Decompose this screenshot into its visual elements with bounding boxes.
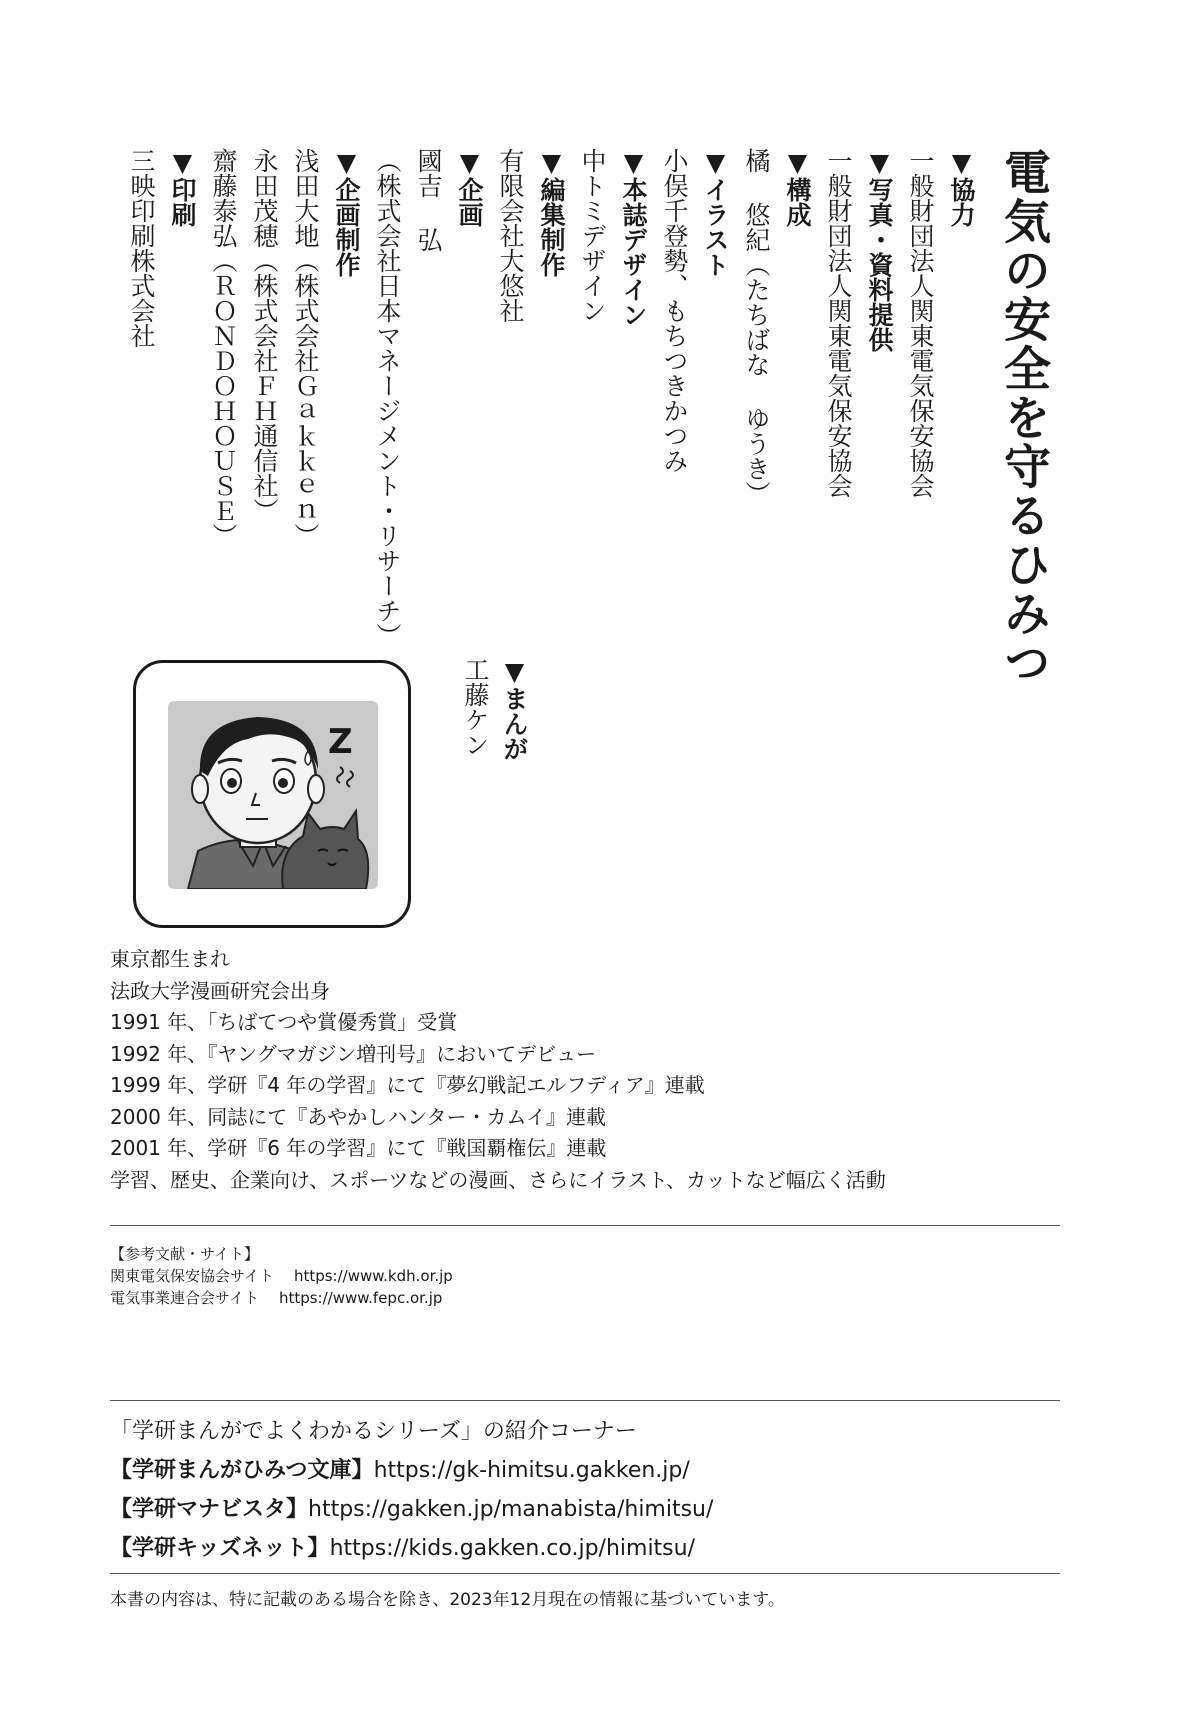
bio-line: 2001 年、学研『6 年の学習』にて『戦国覇権伝』連載 [110,1136,607,1160]
credit-heading: ▼写真・資料提供 [865,148,894,352]
series-link [110,1451,713,1490]
series-links [110,1412,713,1568]
series-link-label: 【学研まんがひみつ文庫】 [110,1458,374,1483]
credit-heading: ▼編集制作 [537,148,566,277]
bio-line: 2000 年、同誌にて『あやかしハンター・カムイ』連載 [110,1104,607,1129]
artist-portrait-frame [133,660,411,928]
credits-section [113,148,974,668]
series-link [110,1529,713,1568]
series-link-url[interactable]: https://kids.gakken.co.jp/himitsu/ [329,1536,696,1561]
bio-line: 1991 年、「ちばてつや賞優秀賞」受賞 [110,1010,458,1034]
series-link-label: 【学研マナビスタ】 [110,1497,309,1522]
page-title: 電気の安全を守るひみつ [996,148,1051,687]
divider [110,1400,1060,1401]
bio-line: 1992 年、『ヤングマガジン増刊号』においてデビュー [110,1041,597,1066]
reference-item [110,1265,453,1287]
credit-heading: ▼本誌デザイン [619,148,648,327]
artist-portrait [168,701,378,889]
bio-line: 1999 年、学研『4 年の学習』にて『夢幻戦記エルフディア』連載 [110,1073,705,1097]
reference-label: 関東電気保安協会サイト [110,1267,274,1285]
artist-bio [110,944,886,1196]
credit-illust [662,148,728,668]
credit-design [580,148,646,668]
credit-line: 小俣千登勢、もちつきかつみ [660,148,689,473]
credit-heading: ▼印刷 [168,148,197,227]
credit-line: 國吉 弘 [414,148,443,252]
credit-line: 永田茂穂（株式会社ＦＨ通信社） [250,148,279,523]
manga-heading: ▼まんが [500,657,529,761]
reference-label: 電気事業連合会サイト [110,1289,259,1307]
credit-insatsu [129,148,195,668]
credit-photo [826,148,892,668]
series-link-url[interactable]: https://gakken.jp/manabista/himitsu/ [308,1497,714,1522]
credit-line: 橘 悠紀（たちばな ゆうき） [742,148,771,506]
references-heading: 【参考文献・サイト】 [110,1245,259,1263]
divider [110,1225,1060,1226]
series-heading: 「学研まんがでよくわかるシリーズ」の紹介コーナー [110,1419,637,1444]
footnote: 本書の内容は、特に記載のある場合を除き、2023年12月現在の情報に基づいています。 [110,1590,785,1610]
credit-heading: ▼協力 [947,148,976,227]
bio-line: 法政大学漫画研究会出身 [110,978,330,1003]
credit-kyoryoku [908,148,974,668]
reference-url[interactable]: https://www.kdh.or.jp [293,1267,453,1285]
credit-line: 三映印刷株式会社 [127,148,156,348]
zzz-mark: Z [328,722,353,762]
manga-artist-name: 工藤ケン [461,657,490,757]
credit-heading: ▼企画制作 [332,148,361,277]
credit-kikaku-seisaku [211,148,359,668]
bio-line: 東京都生まれ [110,947,230,971]
credit-heading: ▼構成 [783,148,812,227]
credit-heading: ▼イラスト [701,148,730,277]
credit-line: 一般財団法人関東電気保安協会 [824,148,853,498]
manga-credit [447,657,527,761]
series-link-url[interactable]: https://gk-himitsu.gakken.jp/ [373,1458,690,1483]
portrait-illustration [168,701,378,889]
credit-kikaku [375,148,482,668]
credit-line: （株式会社日本マネージメント・リサーチ） [373,148,402,648]
reference-item [110,1287,453,1309]
credit-line: 浅田大地（株式会社Ｇａｋｋｅｎ） [291,148,320,548]
credit-line: 中トミデザイン [578,148,607,323]
divider [110,1573,1060,1574]
series-link [110,1490,713,1529]
series-link-label: 【学研キッズネット】 [110,1536,330,1561]
credit-line: 有限会社大悠社 [496,148,525,323]
reference-url[interactable]: https://www.fepc.or.jp [278,1289,443,1307]
credit-heading: ▼企画 [455,148,484,227]
credit-kosei [744,148,810,668]
credit-henshu [498,148,564,668]
credit-line: 一般財団法人関東電気保安協会 [906,148,935,498]
references [110,1243,453,1309]
credit-line: 齋藤泰弘（ＲＯＮＤＯＨＯＵＳＥ） [209,148,238,548]
bio-line: 学習、歴史、企業向け、スポーツなどの漫画、さらにイラスト、カットなど幅広く活動 [110,1167,886,1192]
